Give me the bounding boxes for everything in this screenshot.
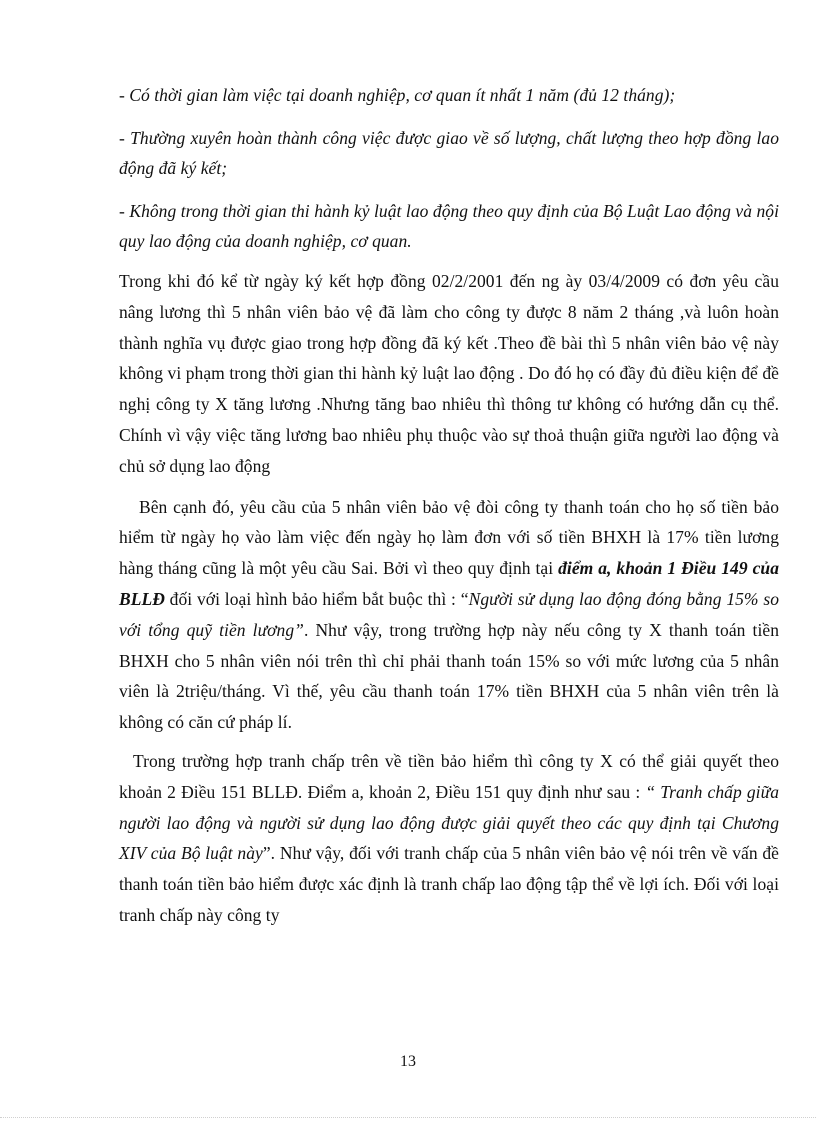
legal-reference: điểm a, khoản 1 Điều 149 của BLLĐ bbox=[119, 558, 779, 609]
legal-quote: “ Tranh chấp giữa người lao động và người sử dụng lao động được giải quyết theo các quy định tại Chương XIV của Bộ luật này bbox=[119, 781, 779, 864]
body-text bbox=[119, 266, 779, 939]
paragraph-text: . Như vậy, trong trường hợp này nếu công ty X thanh toán tiền BHXH cho 5 nhân viên nói trên thì chỉ phải thanh toán 15% so với mức lương của 5 nhân viên là 2triệu/tháng. Vì thế, yêu cầu thanh toán 17% tiền BHXH của 5 nhân viên trên là không có căn cứ pháp lí. bbox=[119, 619, 779, 733]
criteria-item: - Có thời gian làm việc tại doanh nghiệp, cơ quan ít nhất 1 năm (đủ 12 tháng); bbox=[119, 85, 676, 105]
paragraph-social-insurance bbox=[119, 492, 779, 738]
page-number: 13 bbox=[400, 1053, 416, 1070]
criteria-item: - Không trong thời gian thi hành kỷ luật lao động theo quy định của Bộ Luật Lao động và nội quy lao động của doanh nghiệp, cơ quan. bbox=[119, 201, 779, 251]
criteria-list bbox=[119, 80, 779, 269]
criteria-item: - Thường xuyên hoàn thành công việc được giao về số lượng, chất lượng theo hợp đồng lao động đã ký kết; bbox=[119, 128, 779, 178]
paragraph-text: Trong trường hợp tranh chấp trên về tiền bảo hiểm thì công ty X có thể giải quyết theo khoản 2 Điều 151 BLLĐ. Điểm a, khoản 2, Điều 151 quy định như sau : bbox=[119, 750, 779, 802]
paragraph-text: ”. Như vậy, đối với tranh chấp của 5 nhân viên bảo vệ nói trên về vấn đề thanh toán tiền bảo hiểm được xác định là tranh chấp lao động tập thể về lợi ích. Đối với loại tranh chấp này công ty bbox=[119, 843, 779, 925]
paragraph-dispute-resolution bbox=[119, 746, 779, 931]
legal-quote: Người sử dụng lao động đóng bằng 15% so với tổng quỹ tiền lương” bbox=[119, 588, 779, 640]
paragraph-text: Bên cạnh đó, yêu cầu của 5 nhân viên bảo vệ đòi công ty thanh toán cho họ số tiền bảo hiểm từ ngày họ vào làm việc đến ngày họ làm đơn với số tiền BHXH là 17% tiền lương hàng tháng cũng là một yêu cầu Sai. Bởi vì theo quy định tại bbox=[119, 496, 779, 579]
paragraph-salary-increase: Trong khi đó kể từ ngày ký kết hợp đồng 02/2/2001 đến ng ày 03/4/2009 có đơn yêu cầu nâng lương thì 5 nhân viên bảo vệ đã làm cho công ty được 8 năm 2 tháng ,và luôn hoàn thành nghĩa vụ được giao trong hợp đồng đã ký kết .Theo đề bài thì 5 nhân viên bảo vệ này không vi phạm trong thời gian thi hành kỷ luật lao động . Do đó họ có đầy đủ điều kiện để đề nghị công ty X tăng lương .Nhưng tăng bao nhiêu thì thông tư không có hướng dẫn cụ thể. Chính vì vậy việc tăng lương bao nhiêu phụ thuộc vào sự thoả thuận giữa người lao động và chủ sở dụng lao động bbox=[119, 271, 779, 476]
paragraph-text: đối với loại hình bảo hiểm bắt buộc thì : “ bbox=[164, 588, 469, 609]
page-bottom-divider bbox=[0, 1117, 816, 1118]
